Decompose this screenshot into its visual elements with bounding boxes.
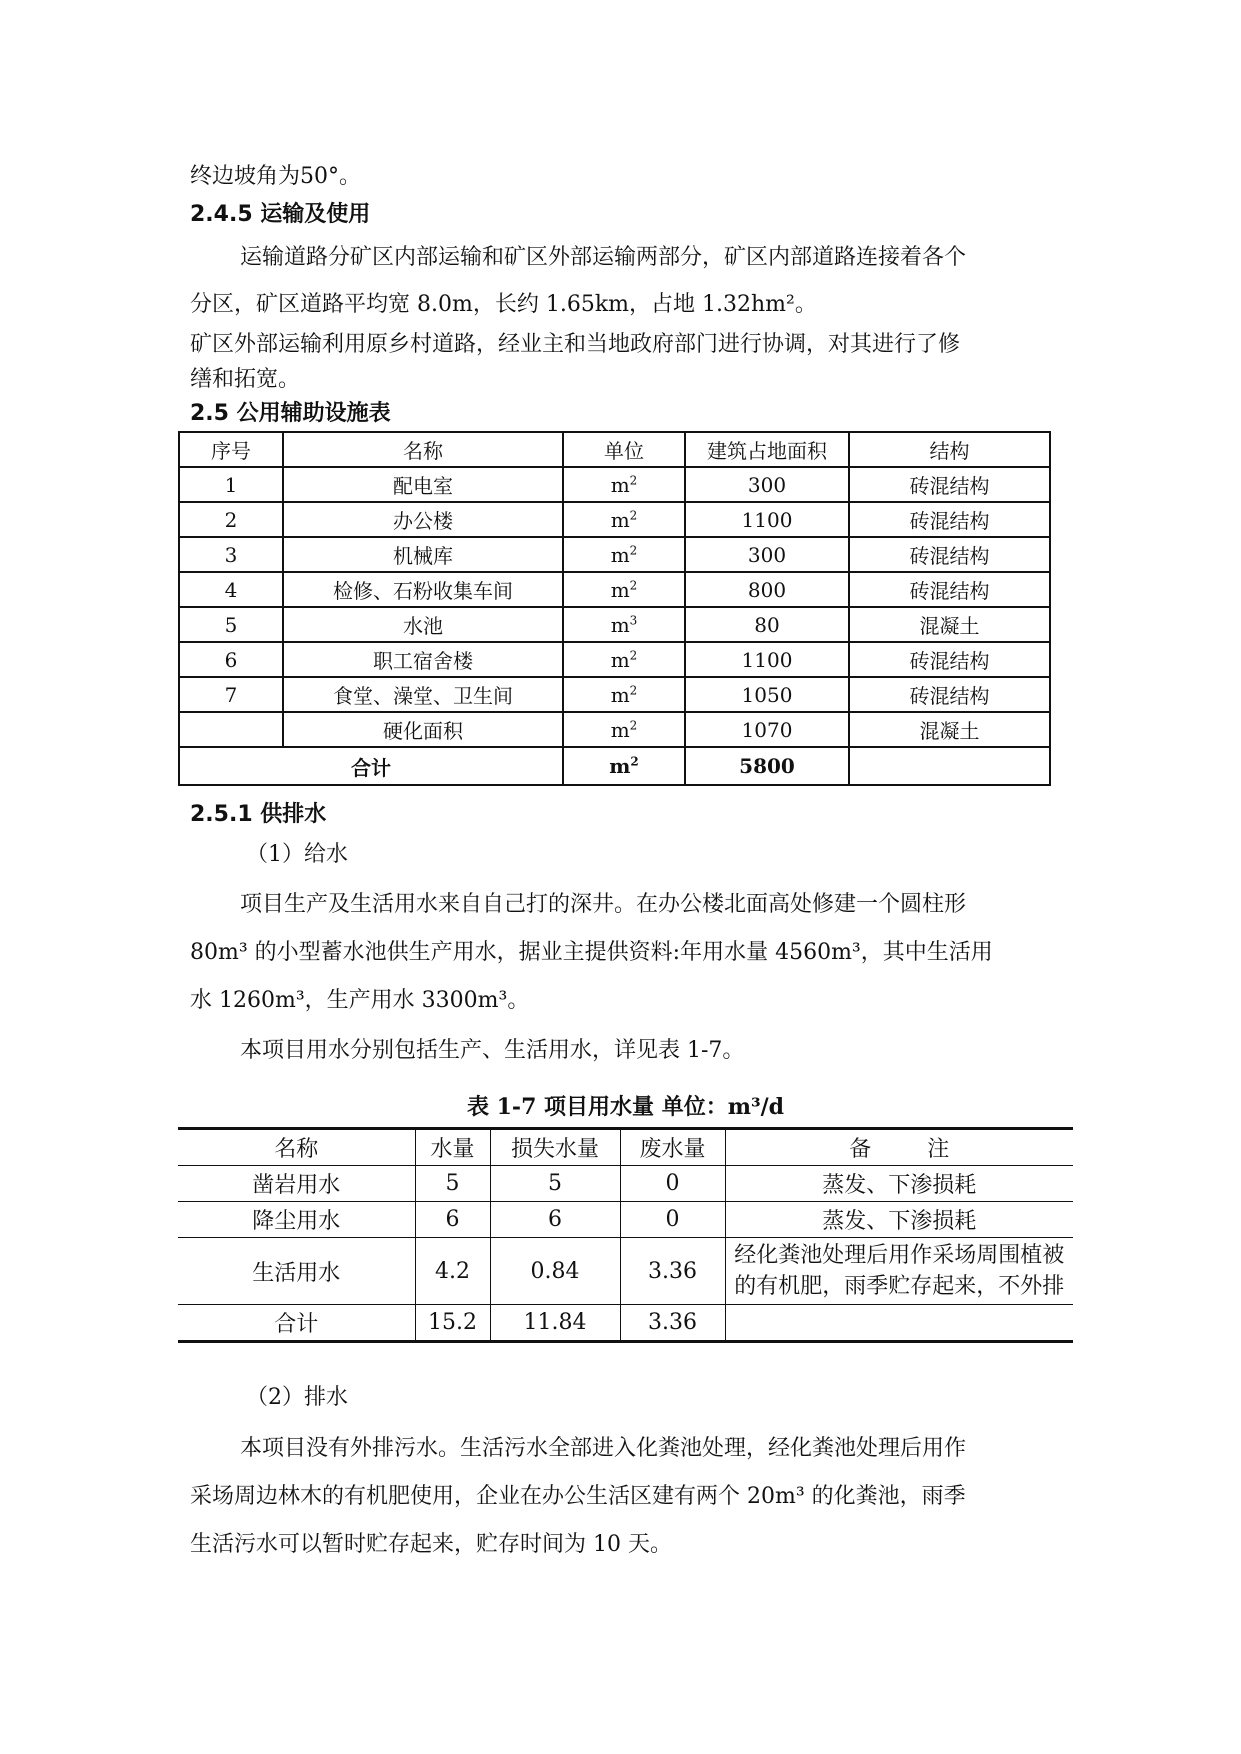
cell-structure: 砖混结构 [849, 642, 1050, 677]
cell-name: 检修、石粉收集车间 [283, 572, 563, 607]
water-paragraph-line-4: 本项目用水分别包括生产、生活用水，详见表 1-7。 [240, 1038, 745, 1063]
cell-loss: 11.84 [490, 1305, 620, 1342]
transport-paragraph-line-3: 矿区外部运输利用原乡村道路，经业主和当地政府部门进行协调，对其进行了修 [190, 332, 961, 357]
cell-index [179, 712, 283, 747]
cell-unit: $m^2$ [563, 677, 685, 712]
water-paragraph-line-1: 项目生产及生活用水来自自己打的深井。在办公楼北面高处修建一个圆柱形 [240, 892, 967, 917]
cell-index: 4 [179, 572, 283, 607]
cell-name: 生活用水 [178, 1238, 415, 1305]
table-row [179, 572, 1050, 607]
cell-note: 蒸发、下渗损耗 [725, 1202, 1073, 1238]
cell-name: 机械库 [283, 537, 563, 572]
table-row [178, 1202, 1073, 1238]
cell-loss: 0.84 [490, 1238, 620, 1305]
header-cell: 结构 [849, 432, 1050, 467]
cell-loss: 6 [490, 1202, 620, 1238]
cell-structure: 混凝土 [849, 607, 1050, 642]
cell-unit: $m^2$ [563, 537, 685, 572]
cell-index: 1 [179, 467, 283, 502]
cell-name: 降尘用水 [178, 1202, 415, 1238]
header-cell: 单位 [563, 432, 685, 467]
table-header-row [178, 1129, 1073, 1166]
section-2-5-1-heading: 2.5.1 供排水 [190, 802, 327, 827]
cell-area: 1070 [685, 712, 849, 747]
cell-name: 办公楼 [283, 502, 563, 537]
header-cell: 名称 [283, 432, 563, 467]
header-cell: 建筑占地面积 [685, 432, 849, 467]
subsection-water-supply: （1）给水 [246, 842, 348, 867]
table-row [178, 1166, 1073, 1202]
cell-note: 经化粪池处理后用作采场周围植被的有机肥，雨季贮存起来，不外排 [725, 1238, 1073, 1305]
cell-loss: 5 [490, 1166, 620, 1202]
total-label: 合计 [179, 747, 563, 785]
cell-area: 300 [685, 537, 849, 572]
cell-index: 6 [179, 642, 283, 677]
transport-paragraph-line-2: 分区，矿区道路平均宽 8.0m，长约 1.65km，占地 1.32hm²。 [190, 292, 817, 317]
cell-structure: 砖混结构 [849, 467, 1050, 502]
cell-name: 食堂、澡堂、卫生间 [283, 677, 563, 712]
table-total-row [179, 747, 1050, 785]
cell-waste: 0 [620, 1166, 725, 1202]
cell-area: 300 [685, 467, 849, 502]
cell-name: 职工宿舍楼 [283, 642, 563, 677]
table-row [179, 677, 1050, 712]
section-2-4-5-heading: 2.4.5 运输及使用 [190, 202, 371, 227]
cell-waste: 3.36 [620, 1238, 725, 1305]
table-row [179, 607, 1050, 642]
water-usage-table [178, 1127, 1073, 1343]
drainage-paragraph-line-1: 本项目没有外排污水。生活污水全部进入化粪池处理，经化粪池处理后用作 [240, 1436, 967, 1461]
cell-name: 凿岩用水 [178, 1166, 415, 1202]
table-total-row [178, 1305, 1073, 1342]
cell-area: 80 [685, 607, 849, 642]
table-row [179, 502, 1050, 537]
cell-waste: 3.36 [620, 1305, 725, 1342]
table-header-row [179, 432, 1050, 467]
top-line: 终边坡角为50°。 [190, 164, 361, 189]
cell-unit: $m^3$ [563, 607, 685, 642]
table-row [178, 1238, 1073, 1305]
cell-structure: 混凝土 [849, 712, 1050, 747]
cell-area: 800 [685, 572, 849, 607]
cell-water: 5 [415, 1166, 490, 1202]
header-cell: 序号 [179, 432, 283, 467]
total-unit: $m^2$ [563, 747, 685, 785]
cell-index: 5 [179, 607, 283, 642]
water-paragraph-line-3: 水 1260m³，生产用水 3300m³。 [190, 988, 530, 1013]
cell-unit: $m^2$ [563, 642, 685, 677]
header-cell: 备 注 [725, 1129, 1073, 1166]
transport-paragraph-line-4: 缮和拓宽。 [190, 367, 301, 392]
total-structure [849, 747, 1050, 785]
cell-area: 1050 [685, 677, 849, 712]
cell-note: 蒸发、下渗损耗 [725, 1166, 1073, 1202]
header-cell: 水量 [415, 1129, 490, 1166]
table-row [179, 642, 1050, 677]
cell-unit: $m^2$ [563, 712, 685, 747]
cell-name: 配电室 [283, 467, 563, 502]
cell-name: 合计 [178, 1305, 415, 1342]
table-caption: 表 1-7 项目用水量 单位：m³/d [466, 1094, 785, 1120]
cell-name: 水池 [283, 607, 563, 642]
header-cell: 名称 [178, 1129, 415, 1166]
cell-structure: 砖混结构 [849, 502, 1050, 537]
section-2-5-heading: 2.5 公用辅助设施表 [190, 401, 391, 426]
header-cell: 损失水量 [490, 1129, 620, 1166]
transport-paragraph-line-1: 运输道路分矿区内部运输和矿区外部运输两部分，矿区内部道路连接着各个 [240, 245, 967, 270]
cell-unit: $m^2$ [563, 467, 685, 502]
cell-structure: 砖混结构 [849, 537, 1050, 572]
facilities-table [178, 431, 1051, 786]
subsection-drainage: （2）排水 [246, 1385, 348, 1410]
cell-index: 7 [179, 677, 283, 712]
cell-water: 15.2 [415, 1305, 490, 1342]
cell-unit: $m^2$ [563, 502, 685, 537]
cell-note [725, 1305, 1073, 1342]
drainage-paragraph-line-2: 采场周边林木的有机肥使用，企业在办公生活区建有两个 20m³ 的化粪池，雨季 [190, 1484, 966, 1509]
drainage-paragraph-line-3: 生活污水可以暂时贮存起来，贮存时间为 10 天。 [190, 1532, 672, 1557]
cell-water: 6 [415, 1202, 490, 1238]
cell-unit: $m^2$ [563, 572, 685, 607]
cell-index: 3 [179, 537, 283, 572]
cell-area: 1100 [685, 642, 849, 677]
table-row [179, 537, 1050, 572]
cell-structure: 砖混结构 [849, 677, 1050, 712]
water-paragraph-line-2: 80m³ 的小型蓄水池供生产用水，据业主提供资料:年用水量 4560m³，其中生活用 [190, 940, 993, 965]
cell-index: 2 [179, 502, 283, 537]
cell-structure: 砖混结构 [849, 572, 1050, 607]
table-row [179, 712, 1050, 747]
cell-area: 1100 [685, 502, 849, 537]
cell-waste: 0 [620, 1202, 725, 1238]
cell-water: 4.2 [415, 1238, 490, 1305]
total-value: 5800 [685, 747, 849, 785]
cell-name: 硬化面积 [283, 712, 563, 747]
table-row [179, 467, 1050, 502]
header-cell: 废水量 [620, 1129, 725, 1166]
